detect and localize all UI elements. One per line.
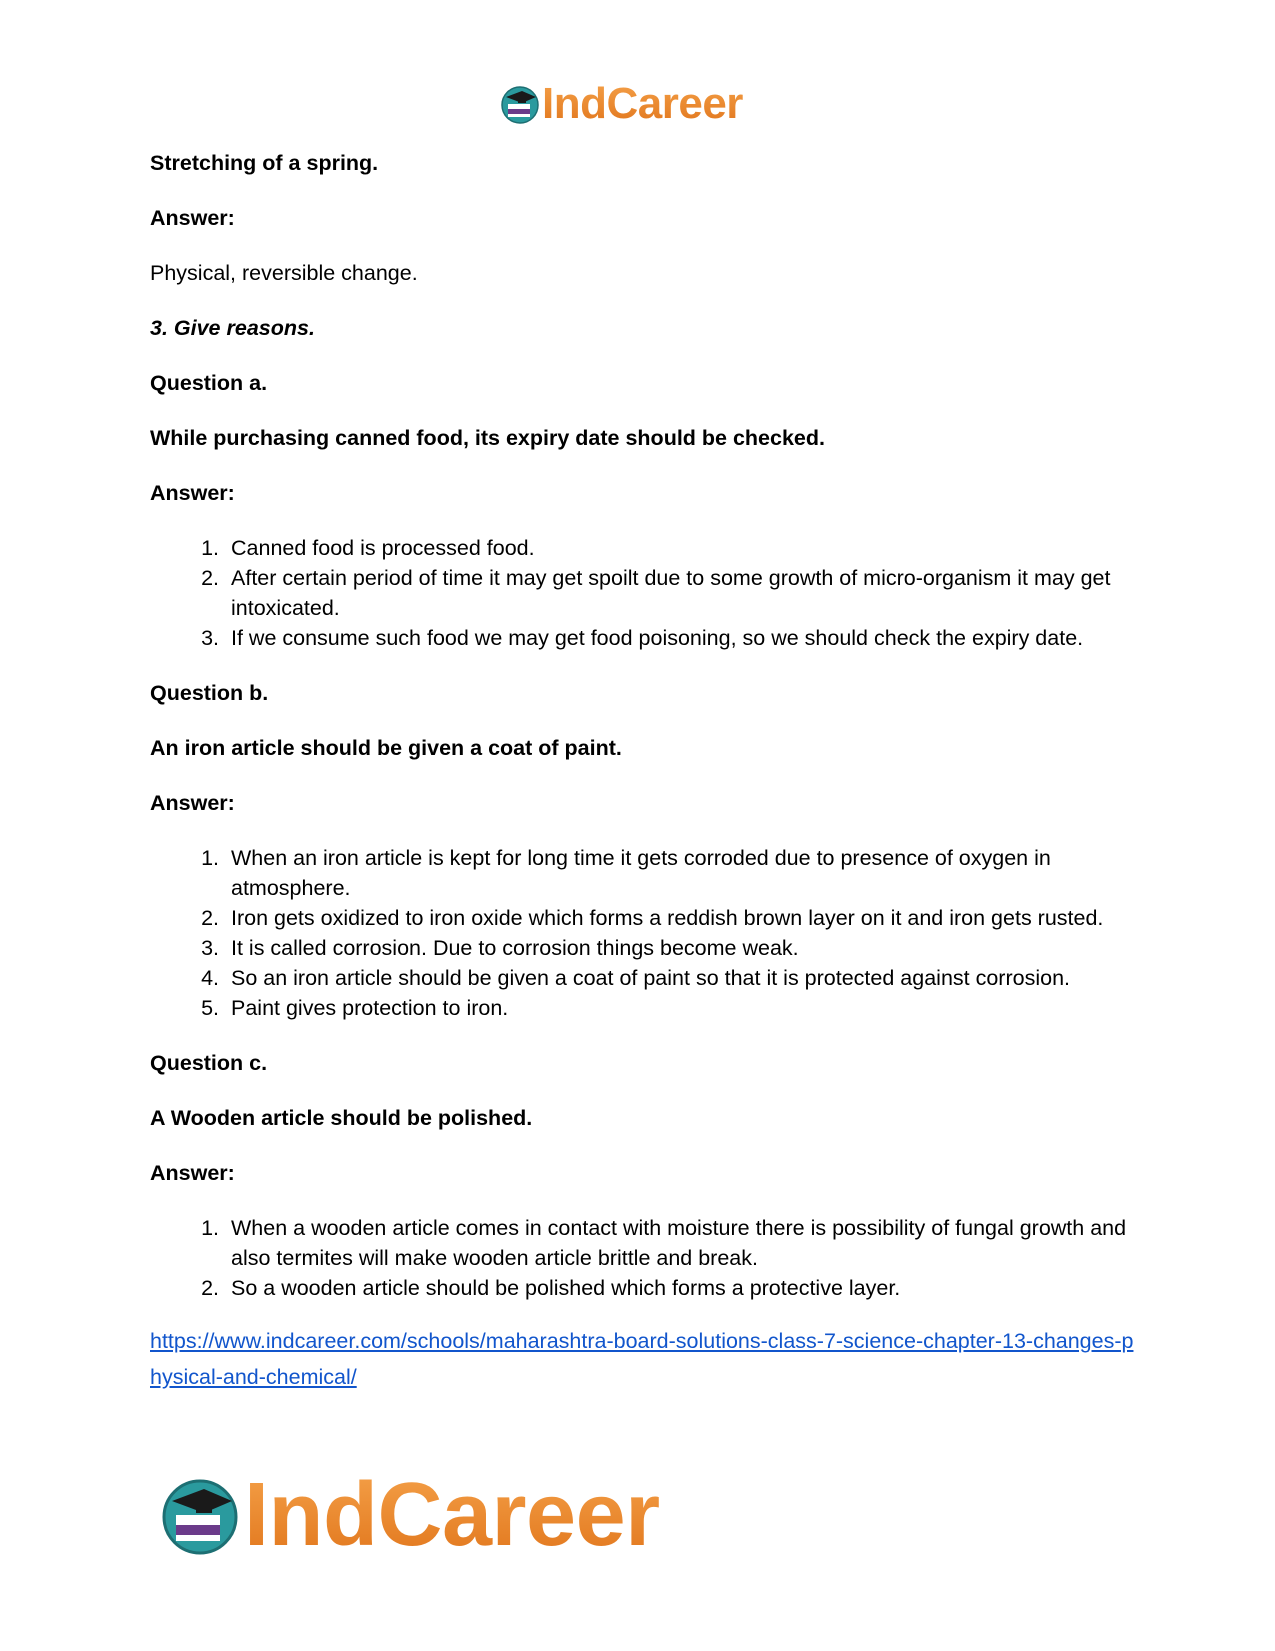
answer-text: Physical, reversible change.: [150, 261, 418, 285]
answer-b-list: [150, 843, 1140, 1023]
list-item: 1. When a wooden article comes in contact with moisture there is possibility of fungal growth and also termites will make wooden article brittle and break.: [225, 1213, 1140, 1273]
answer-a-list: [150, 533, 1140, 653]
question-b-label: Question b.: [150, 681, 269, 705]
answer-label: Answer:: [150, 206, 235, 230]
list-item: 2. After certain period of time it may get spoilt due to some growth of micro-organism it may get intoxicated.: [225, 563, 1140, 623]
document-body: [150, 148, 1140, 1395]
source-link[interactable]: https://www.indcareer.com/schools/maharashtra-board-solutions-class-7-science-chapter-13-changes-physical-and-chemical/: [150, 1329, 1134, 1389]
question-c-label: Question c.: [150, 1051, 268, 1075]
answer-c-list: [150, 1213, 1140, 1303]
header-logo: [500, 78, 743, 130]
question-c-text: A Wooden article should be polished.: [150, 1106, 533, 1130]
section-heading: 3. Give reasons.: [150, 316, 315, 340]
answer-label: Answer:: [150, 1161, 235, 1185]
list-item: 2. Iron gets oxidized to iron oxide which forms a reddish brown layer on it and iron gets rusted.: [225, 903, 1140, 933]
question-stretching: Stretching of a spring.: [150, 151, 379, 175]
answer-label: Answer:: [150, 481, 235, 505]
list-item: 2. So a wooden article should be polished which forms a protective layer.: [225, 1273, 1140, 1303]
graduate-book-globe-icon: [500, 84, 540, 124]
question-a-text: While purchasing canned food, its expiry date should be checked.: [150, 426, 825, 450]
list-item: 1. Canned food is processed food.: [225, 533, 1140, 563]
list-item: 3. It is called corrosion. Due to corrosion things become weak.: [225, 933, 1140, 963]
logo-text: IndCareer: [542, 79, 743, 128]
list-item: 4. So an iron article should be given a coat of paint so that it is protected against corrosion.: [225, 963, 1140, 993]
list-item: 1. When an iron article is kept for long time it gets corroded due to presence of oxygen in atmosphere.: [225, 843, 1140, 903]
graduate-book-globe-icon: [160, 1475, 240, 1555]
question-a-label: Question a.: [150, 371, 268, 395]
list-item: 5. Paint gives protection to iron.: [225, 993, 1140, 1023]
list-item: 3. If we consume such food we may get food poisoning, so we should check the expiry date.: [225, 623, 1140, 653]
question-b-text: An iron article should be given a coat of paint.: [150, 736, 622, 760]
footer-logo: [160, 1465, 660, 1565]
answer-label: Answer:: [150, 791, 235, 815]
logo-text: IndCareer: [244, 1464, 660, 1565]
